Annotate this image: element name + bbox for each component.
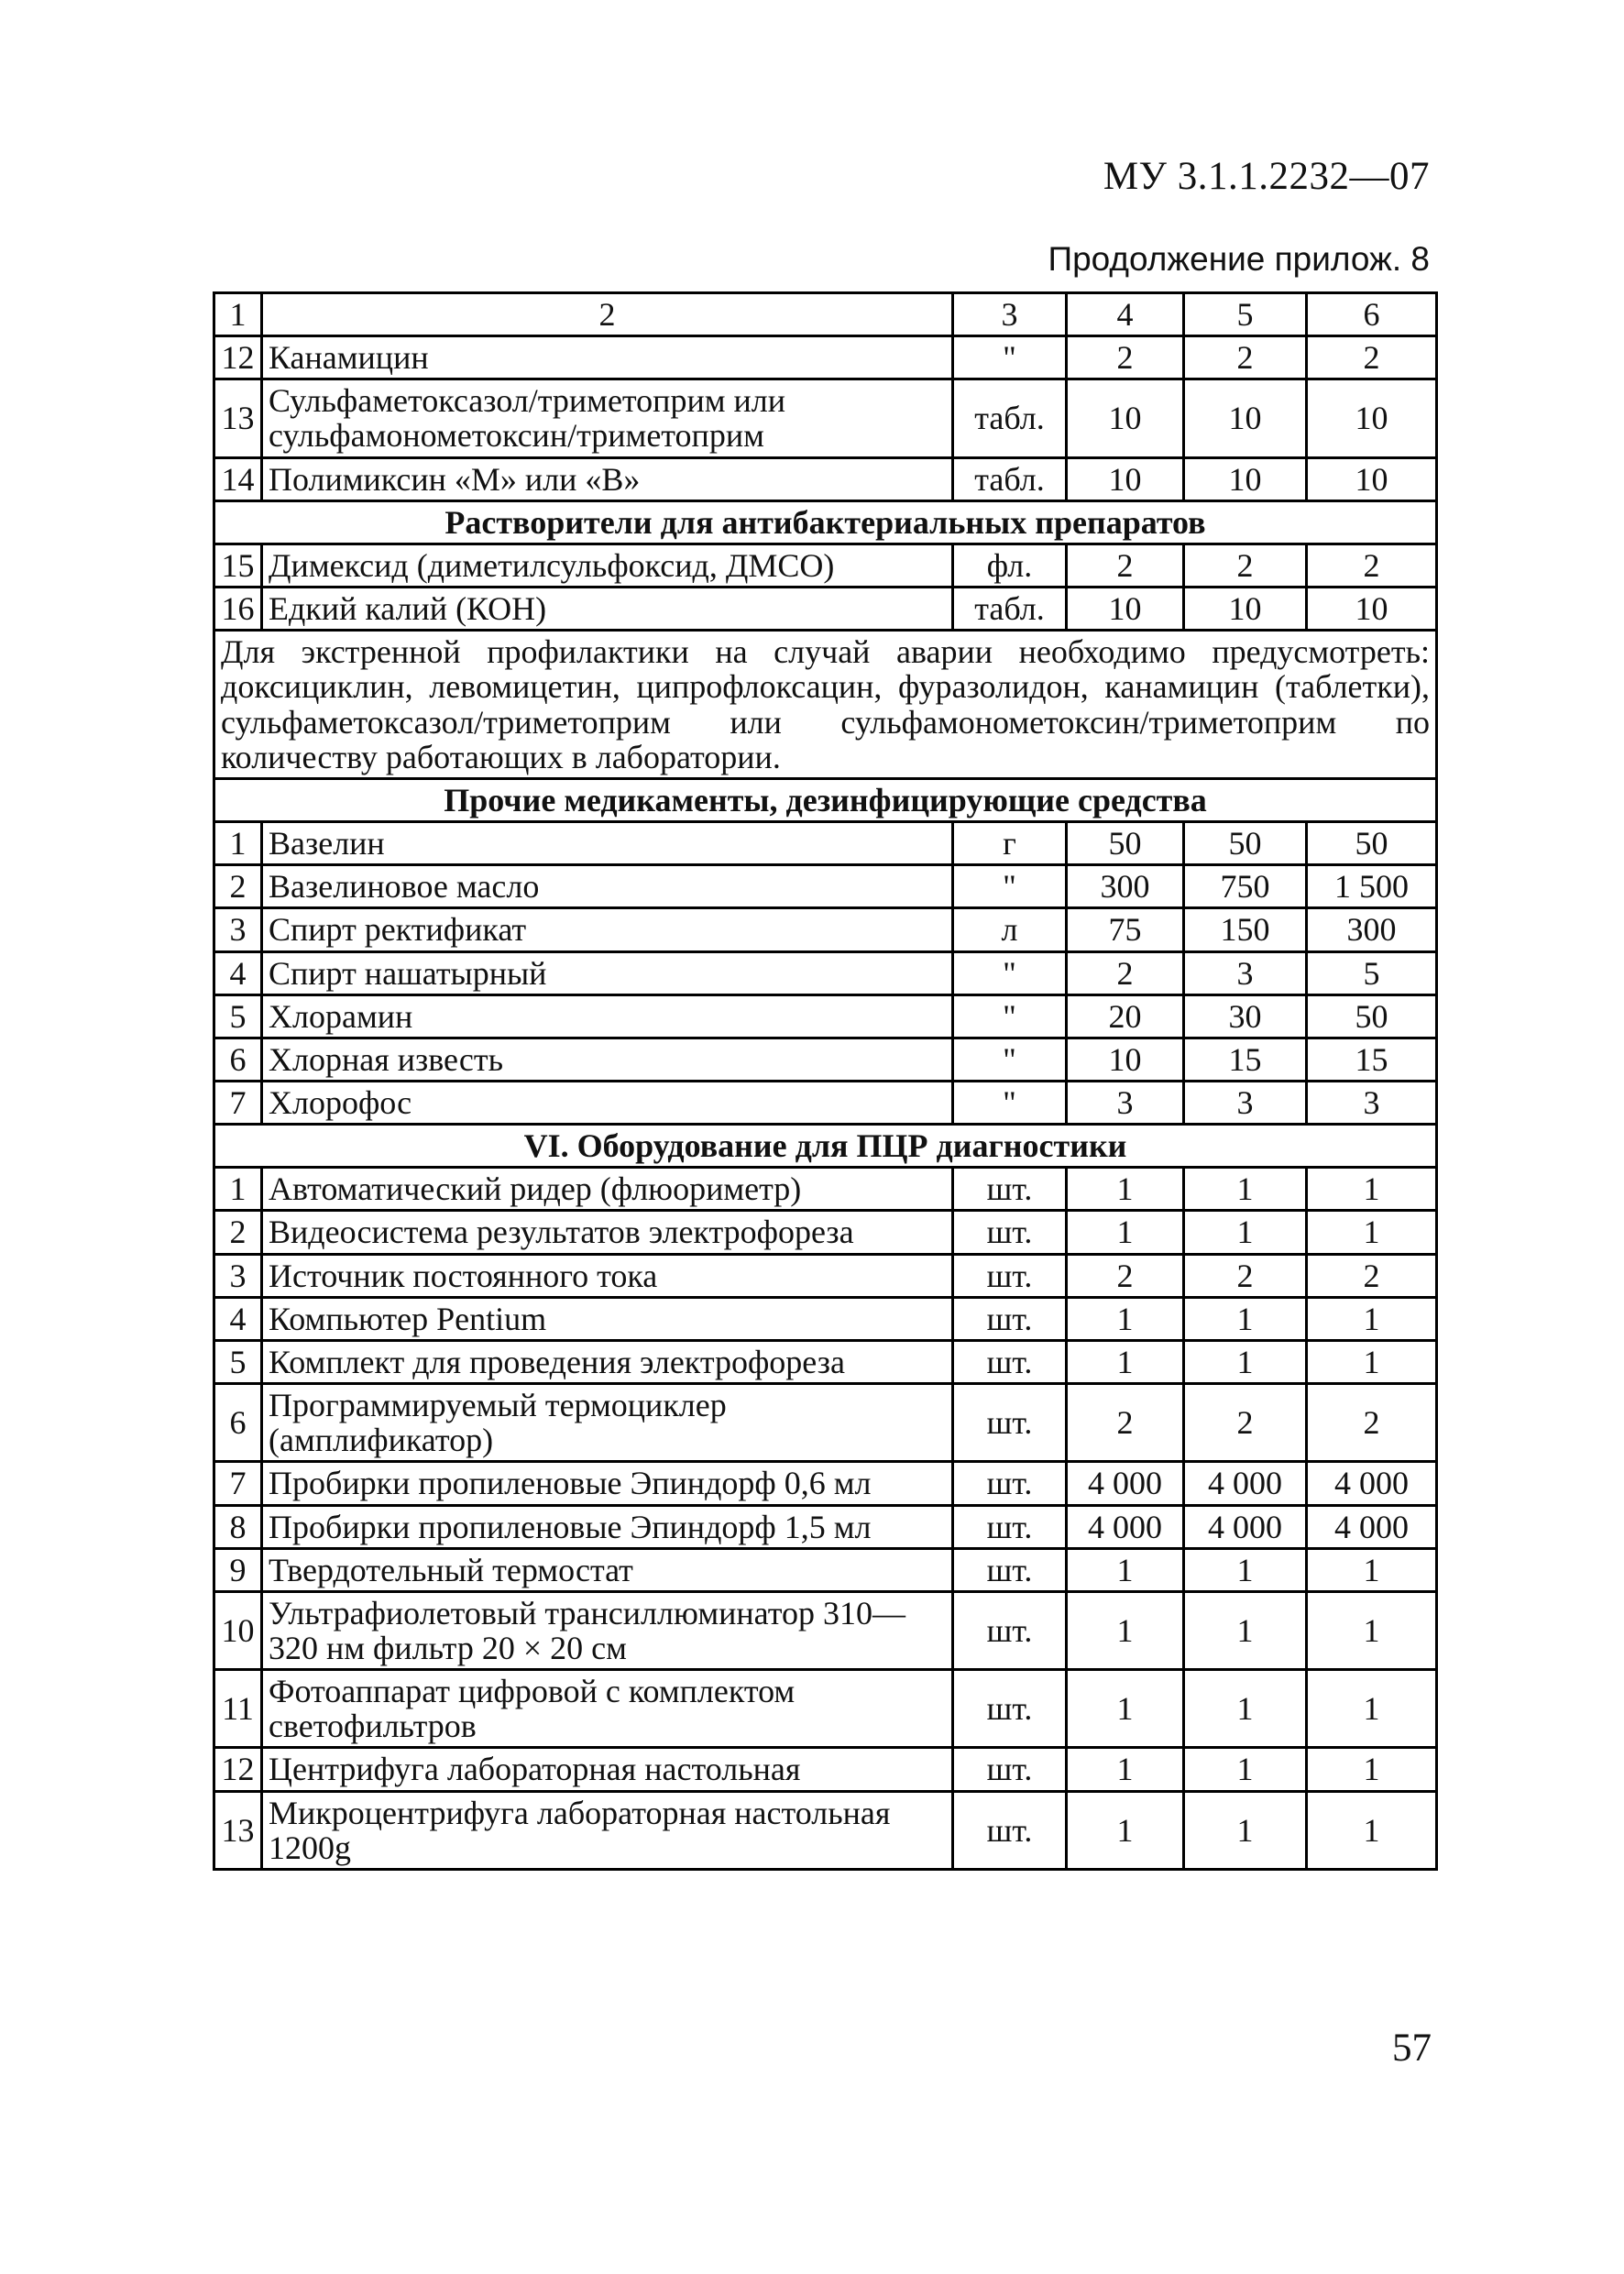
value-col-5: 30 [1184,994,1307,1038]
row-number: 3 [214,1254,262,1297]
value-col-6: 10 [1307,588,1437,631]
row-number: 7 [214,1081,262,1124]
value-col-4: 1 [1067,1168,1184,1211]
col-6-header: 6 [1307,293,1437,336]
unit-cell: табл. [953,588,1067,631]
value-col-6: 10 [1307,379,1437,457]
section-row [214,1125,1437,1168]
value-col-4: 1 [1067,1297,1184,1340]
section-heading: Прочие медикаменты, дезинфицирующие средства [214,778,1437,821]
unit-cell: шт. [953,1340,1067,1383]
unit-cell: шт. [953,1168,1067,1211]
table-row [214,865,1437,908]
item-name: Центрифуга лабораторная настольная [262,1748,953,1791]
value-col-6: 1 [1307,1748,1437,1791]
row-number: 13 [214,1791,262,1869]
value-col-6: 1 [1307,1297,1437,1340]
value-col-4: 2 [1067,336,1184,379]
value-col-6: 1 500 [1307,865,1437,908]
row-number: 6 [214,1038,262,1081]
value-col-5: 10 [1184,379,1307,457]
value-col-6: 2 [1307,1384,1437,1462]
value-col-4: 2 [1067,544,1184,587]
table-row [214,1081,1437,1124]
item-name: Хлорная известь [262,1038,953,1081]
value-col-5: 1 [1184,1548,1307,1591]
value-col-5: 150 [1184,908,1307,951]
row-number: 16 [214,588,262,631]
unit-cell: шт. [953,1548,1067,1591]
row-number: 1 [214,1168,262,1211]
table-row [214,1340,1437,1383]
item-name: Ультрафиолетовый трансиллюминатор 310—320 нм фильтр 20 × 20 см [262,1591,953,1669]
value-col-5: 2 [1184,336,1307,379]
table-row [214,951,1437,994]
value-col-6: 1 [1307,1791,1437,1869]
item-name: Димексид (диметилсульфоксид, ДМСО) [262,544,953,587]
table-row [214,908,1437,951]
value-col-5: 4 000 [1184,1505,1307,1548]
col-5-header: 5 [1184,293,1307,336]
table-row [214,822,1437,865]
table-row [214,1505,1437,1548]
value-col-6: 300 [1307,908,1437,951]
item-name: Пробирки пропиленовые Эпиндорф 1,5 мл [262,1505,953,1548]
row-number: 4 [214,1297,262,1340]
value-col-4: 1 [1067,1791,1184,1869]
item-name: Спирт ректификат [262,908,953,951]
unit-cell: фл. [953,544,1067,587]
item-name: Хлорофос [262,1081,953,1124]
unit-cell: " [953,1081,1067,1124]
value-col-4: 2 [1067,1254,1184,1297]
unit-cell: шт. [953,1211,1067,1254]
value-col-6: 10 [1307,457,1437,500]
value-col-5: 1 [1184,1670,1307,1748]
value-col-4: 1 [1067,1548,1184,1591]
table-row [214,457,1437,500]
item-name: Спирт нашатырный [262,951,953,994]
value-col-5: 1 [1184,1748,1307,1791]
value-col-6: 1 [1307,1591,1437,1669]
table-row [214,379,1437,457]
value-col-4: 10 [1067,588,1184,631]
item-name: Комплект для проведения электрофореза [262,1340,953,1383]
column-number-row [214,293,1437,336]
row-number: 5 [214,1340,262,1383]
unit-cell: " [953,336,1067,379]
value-col-5: 750 [1184,865,1307,908]
row-number: 14 [214,457,262,500]
item-name: Хлорамин [262,994,953,1038]
unit-cell: " [953,865,1067,908]
col-2-header: 2 [262,293,953,336]
table-row [214,1038,1437,1081]
value-col-4: 3 [1067,1081,1184,1124]
unit-cell: шт. [953,1748,1067,1791]
value-col-5: 1 [1184,1211,1307,1254]
table-row [214,1791,1437,1869]
table-row [214,1670,1437,1748]
item-name: Вазелин [262,822,953,865]
value-col-4: 1 [1067,1670,1184,1748]
row-number: 9 [214,1548,262,1591]
unit-cell: шт. [953,1791,1067,1869]
unit-cell: шт. [953,1297,1067,1340]
col-1-header: 1 [214,293,262,336]
unit-cell: " [953,951,1067,994]
value-col-6: 4 000 [1307,1462,1437,1505]
supplies-table [213,291,1438,1871]
item-name: Канамицин [262,336,953,379]
row-number: 10 [214,1591,262,1669]
document-code: МУ 3.1.1.2232—07 [1103,155,1430,198]
item-name: Компьютер Pentium [262,1297,953,1340]
value-col-5: 3 [1184,951,1307,994]
value-col-4: 300 [1067,865,1184,908]
table-body [214,293,1437,1870]
table-row [214,1254,1437,1297]
item-name: Твердотельный термостат [262,1548,953,1591]
item-name: Программируемый термоциклер (амплификатор) [262,1384,953,1462]
value-col-4: 4 000 [1067,1462,1184,1505]
value-col-4: 1 [1067,1340,1184,1383]
item-name: Едкий калий (КОН) [262,588,953,631]
value-col-6: 5 [1307,951,1437,994]
table-row [214,1591,1437,1669]
section-heading: Растворители для антибактериальных препаратов [214,500,1437,544]
unit-cell: шт. [953,1670,1067,1748]
value-col-6: 3 [1307,1081,1437,1124]
value-col-5: 1 [1184,1791,1307,1869]
value-col-5: 4 000 [1184,1462,1307,1505]
value-col-5: 1 [1184,1591,1307,1669]
unit-cell: табл. [953,379,1067,457]
value-col-5: 2 [1184,544,1307,587]
table-row [214,1211,1437,1254]
note-text: Для экстренной профилактики на случай аварии необходимо предусмотреть: доксициклин, левомицетин, ципрофлоксацин, фуразолидон, канамицин (таблетки), сульфаметоксазол/триметоприм или сульфамонометоксин/триметоприм по количеству работающих в лаборатории. [214,631,1437,779]
row-number: 15 [214,544,262,587]
col-3-header: 3 [953,293,1067,336]
table-row [214,1548,1437,1591]
value-col-4: 10 [1067,1038,1184,1081]
row-number: 1 [214,822,262,865]
value-col-6: 1 [1307,1670,1437,1748]
value-col-4: 1 [1067,1748,1184,1791]
value-col-6: 4 000 [1307,1505,1437,1548]
value-col-5: 10 [1184,588,1307,631]
unit-cell: г [953,822,1067,865]
row-number: 12 [214,1748,262,1791]
value-col-5: 3 [1184,1081,1307,1124]
table-row [214,544,1437,587]
section-heading: VI. Оборудование для ПЦР диагностики [214,1125,1437,1168]
row-number: 11 [214,1670,262,1748]
value-col-4: 75 [1067,908,1184,951]
section-row [214,778,1437,821]
item-name: Вазелиновое масло [262,865,953,908]
value-col-6: 1 [1307,1340,1437,1383]
unit-cell: шт. [953,1384,1067,1462]
value-col-6: 50 [1307,994,1437,1038]
unit-cell: " [953,994,1067,1038]
value-col-5: 1 [1184,1168,1307,1211]
value-col-5: 1 [1184,1340,1307,1383]
row-number: 13 [214,379,262,457]
value-col-4: 2 [1067,951,1184,994]
note-row [214,631,1437,779]
row-number: 3 [214,908,262,951]
unit-cell: л [953,908,1067,951]
section-row [214,500,1437,544]
item-name: Сульфаметоксазол/триметоприм или сульфамонометоксин/триметоприм [262,379,953,457]
value-col-4: 50 [1067,822,1184,865]
col-4-header: 4 [1067,293,1184,336]
value-col-6: 2 [1307,336,1437,379]
value-col-6: 1 [1307,1168,1437,1211]
value-col-4: 4 000 [1067,1505,1184,1548]
value-col-4: 1 [1067,1591,1184,1669]
value-col-6: 50 [1307,822,1437,865]
row-number: 6 [214,1384,262,1462]
value-col-4: 10 [1067,457,1184,500]
table-row [214,336,1437,379]
unit-cell: " [953,1038,1067,1081]
table-row [214,1168,1437,1211]
value-col-5: 2 [1184,1254,1307,1297]
unit-cell: шт. [953,1591,1067,1669]
item-name: Автоматический ридер (флюориметр) [262,1168,953,1211]
item-name: Микроцентрифуга лабораторная настольная 1200g [262,1791,953,1869]
item-name: Фотоаппарат цифровой с комплектом светофильтров [262,1670,953,1748]
table-row [214,588,1437,631]
page-number: 57 [1392,2027,1432,2070]
value-col-6: 15 [1307,1038,1437,1081]
table-row [214,1384,1437,1462]
unit-cell: шт. [953,1462,1067,1505]
value-col-6: 2 [1307,544,1437,587]
table-row [214,1297,1437,1340]
table-row [214,994,1437,1038]
unit-cell: шт. [953,1505,1067,1548]
value-col-4: 10 [1067,379,1184,457]
row-number: 2 [214,1211,262,1254]
row-number: 8 [214,1505,262,1548]
value-col-5: 2 [1184,1384,1307,1462]
value-col-4: 1 [1067,1211,1184,1254]
value-col-4: 20 [1067,994,1184,1038]
value-col-5: 15 [1184,1038,1307,1081]
item-name: Полимиксин «М» или «В» [262,457,953,500]
table-row [214,1748,1437,1791]
item-name: Видеосистема результатов электрофореза [262,1211,953,1254]
value-col-5: 1 [1184,1297,1307,1340]
value-col-6: 1 [1307,1211,1437,1254]
value-col-6: 1 [1307,1548,1437,1591]
value-col-5: 10 [1184,457,1307,500]
value-col-4: 2 [1067,1384,1184,1462]
unit-cell: шт. [953,1254,1067,1297]
table-row [214,1462,1437,1505]
unit-cell: табл. [953,457,1067,500]
value-col-5: 50 [1184,822,1307,865]
row-number: 7 [214,1462,262,1505]
row-number: 4 [214,951,262,994]
row-number: 2 [214,865,262,908]
row-number: 12 [214,336,262,379]
item-name: Источник постоянного тока [262,1254,953,1297]
item-name: Пробирки пропиленовые Эпиндорф 0,6 мл [262,1462,953,1505]
value-col-6: 2 [1307,1254,1437,1297]
row-number: 5 [214,994,262,1038]
continuation-label: Продолжение прилож. 8 [1048,240,1430,278]
